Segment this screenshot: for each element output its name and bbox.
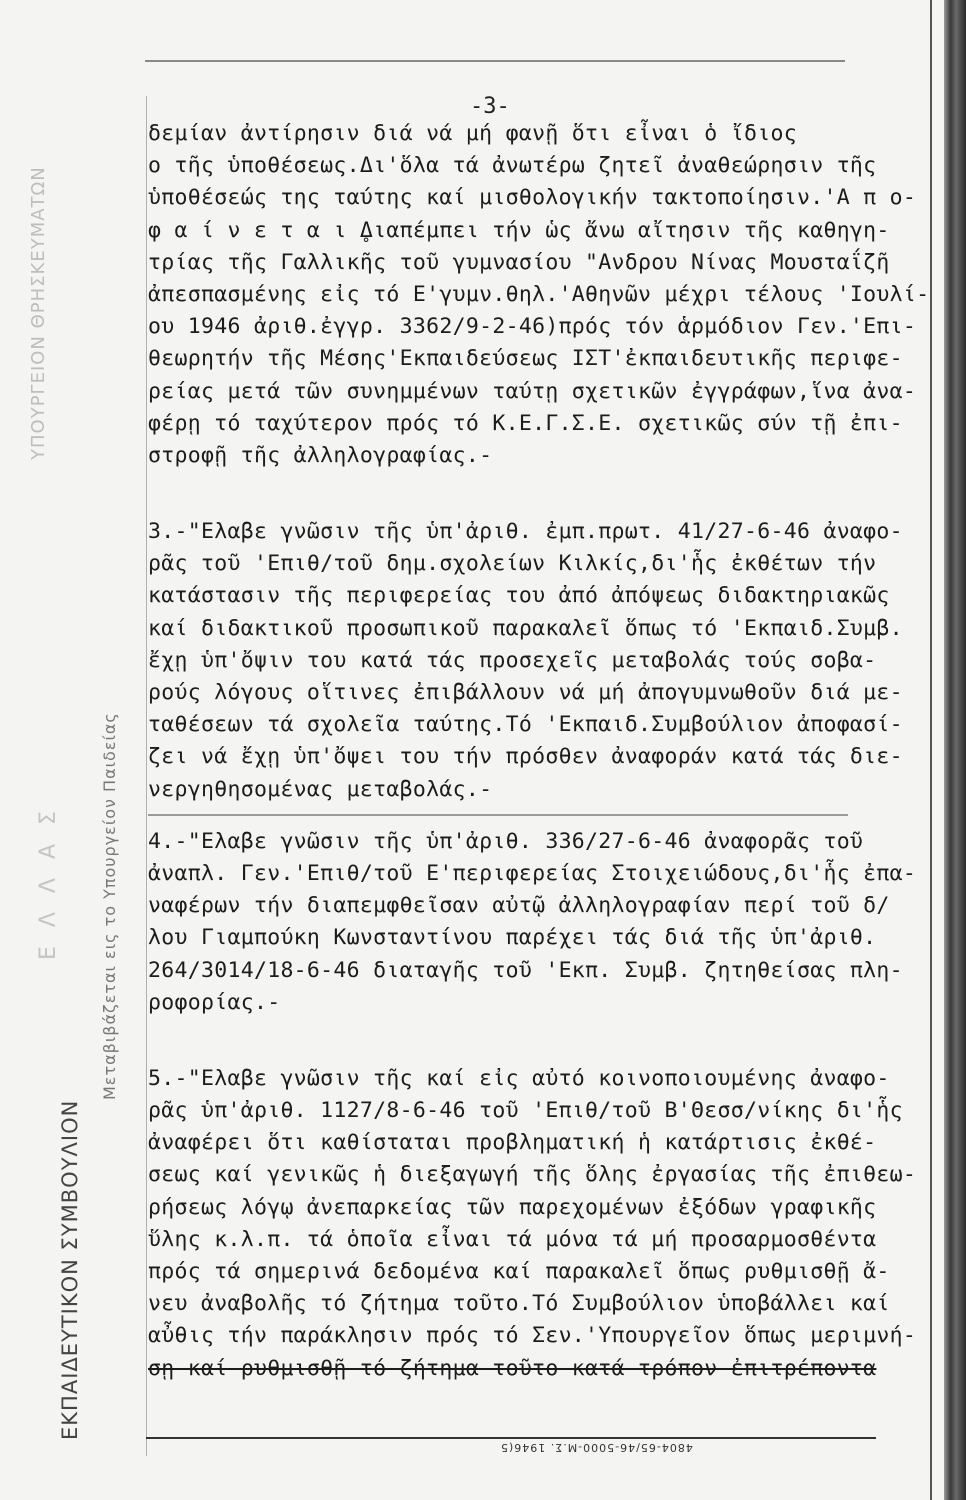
text-line: νευ ἀναβολῆς τό ζήτημα τοῦτο.Τό Συμβούλιον ὑποβάλλει καί [148,1291,890,1317]
text-line: ρᾶς τοῦ 'Επιθ/τοῦ δημ.σχολείων Κιλκίς,δι'ἧς ἐκθέτων τήν [148,551,877,577]
text-line: ἀναφέρει ὅτι καθίσταται προβληματική ἡ κατάρτισις ἐκθέ- [148,1130,877,1156]
text-line: ρᾶς ὑπ'ἀριθ. 1127/8-6-46 τοῦ 'Επιθ/τοῦ Β'Θεσσ/νίκης δι'ἧς [148,1098,903,1124]
text-line: ρήσεως λόγῳ ἀνεπαρκείας τῶν παρεχομένων ἐξόδων γραφικῆς [148,1194,877,1220]
text-line: δεμίαν ἀντίρησιν διά νά μή φανῇ ὅτι εἶναι ὁ ἴδιος [148,121,797,146]
text-line: τρίας τῆς Γαλλικῆς τοῦ γυμνασίου "Ανδρου Νίνας Μουσταΐζῆ [148,249,890,275]
text-line: ναφέρων τήν διαπεμφθεῖσαν αὐτῷ ἀλληλογραφίαν περί τοῦ δ/ [148,893,890,919]
council-margin-stamp: ΕΚΠΑΙΔΕΥΤΙΚΟΝ ΣΥΜΒΟΥΛΙΟΝ [58,1099,82,1440]
top-rule [145,60,845,62]
text-line: ὕλης κ.λ.π. τά ὁποῖα εἶναι τά μόνα τά μή προσαρμοσθέντα [148,1226,877,1252]
paragraph-gap [148,1019,938,1063]
text-line: νεργηθησομένας μεταβολάς.- [148,776,493,802]
paragraph-gap [148,472,938,516]
text-line: σεως καί γενικῶς ἡ διεξαγωγή τῆς ὅλης ἐργασίας τῆς ἐπιθεω- [148,1162,917,1188]
text-line: 5.-"Ελαβε γνῶσιν τῆς καί εἰς αὐτό κοινοποιουμένης ἀναφο- [148,1065,890,1091]
text-line: αὖθις τήν παράκλησιν πρός τό Σεν.'Υπουργεῖον ὅπως μεριμνή- [148,1323,917,1349]
printer-imprint: 4804-65/46-5000-Μ.Σ. 1946(5 [500,1441,693,1454]
separator-rule [148,814,848,816]
ministry-margin-stamp: Μεταβιβάζεται εις το Υπουργείον Παιδείας [100,712,119,1100]
page-number: -3- [470,94,510,119]
text-line: λου Γιαμπούκη Κωνσταντίνου παρέχει τάς διά τῆς ὑπ'ἀριθ. [148,925,877,951]
text-line: καί διδακτικοῦ προσωπικοῦ παρακαλεῖ ὅπως τό 'Εκπαιδ.Συμβ. [148,615,903,641]
text-line: ὑποθέσεώς της ταύτης καί μισθολογικήν τακτοποίησιν.'Α π ο- [148,185,917,211]
text-line: στροφῇ τῆς ἀλληλογραφίας.- [148,442,493,468]
faint-margin-stamp-2: Ε Λ Λ Α Σ [36,805,61,960]
text-line: ἀναπλ. Γεν.'Επιθ/τοῦ Ε'περιφερείας Στοιχειώδους,δι'ἧς ἐπα- [148,860,917,886]
text-line: ρούς λόγους οἵτινες ἐπιβάλλουν νά μή ἀπογυμνωθοῦν διά με- [148,680,903,705]
text-line: ου 1946 ἀριθ.ἐγγρ. 3362/9-2-46)πρός τόν ἁρμόδιον Γεν.'Επι- [148,314,917,340]
paragraph-5 [148,1063,938,1385]
text-line: 4.-"Ελαβε γνῶσιν τῆς ὑπ'ἀριθ. 336/27-6-46 ἀναφορᾶς τοῦ [148,828,864,854]
text-line: ζει νά ἔχῃ ὑπ'ὄψει του τήν πρόσθεν ἀναφοράν κατά τάς διε- [148,744,903,770]
text-line: κατάστασιν τῆς περιφερείας του ἀπό ἀπόψεως διδακτηριακῶς [148,583,890,609]
text-line: θεωρητήν τῆς Μέσης'Εκπαιδεύσεως ΙΣΤ'ἐκπαιδευτικῆς περιφε- [148,346,903,372]
text-line: 264/3014/18-6-46 διαταγῆς τοῦ 'Εκπ. Συμβ. ζητηθείσας πλη- [148,957,903,983]
text-line: φ α ί ν ε τ α ι ̥Διαπέμπει τήν ὡς ἄνω αἴτησιν τῆς καθηγη- [148,217,890,243]
text-line: πρός τά σημερινά δεδομένα καί παρακαλεῖ ὅπως ρυθμισθῇ ἄ- [148,1259,890,1284]
text-line: ροφορίας.- [148,989,281,1015]
struck-text-line: σῃ καί ρυθμισθῇ τό ζήτημα τοῦτο κατά τρόπον ἐπιτρέποντα [148,1355,877,1381]
faint-margin-stamp: ΥΠΟΥΡΓΕΙΟΝ ΘΡΗΣΚΕΥΜΑΤΩΝ [28,166,49,460]
typed-body [148,118,938,1385]
text-line: ρείας μετά τῶν συνημμένων ταύτῃ σχετικῶν ἐγγράφων,ἵνα ἀνα- [148,378,917,404]
scan-edge [944,0,966,1500]
text-line: ἀπεσπασμένης εἰς τό Ε'γυμν.θηλ.'Αθηνῶν μέχρι τέλους 'Ιουλί- [148,281,930,307]
paragraph-3 [148,516,938,806]
text-line: φέρῃ τό ταχύτερον πρός τό Κ.Ε.Γ.Σ.Ε. σχετικῶς σύν τῇ ἐπι- [148,410,903,436]
paragraph-4 [148,826,938,1019]
text-line: ἔχῃ ὑπ'ὄψιν του κατά τάς προσεχεῖς μεταβολάς τούς σοβα- [148,647,877,673]
text-line: 3.-"Ελαβε γνῶσιν τῆς ὑπ'ἀριθ. ἐμπ.πρωτ. 41/27-6-46 ἀναφο- [148,519,903,545]
paragraph-continuation [148,118,938,472]
margin-rule [146,96,147,1456]
bottom-rule [146,1437,876,1439]
text-line: ο τῆς ὑποθέσεως.Δι'ὅλα τά ἀνωτέρω ζητεῖ ἀναθεώρησιν τῆς [148,153,877,179]
text-line: ταθέσεων τά σχολεῖα ταύτης.Τό 'Εκπαιδ.Συμβούλιον ἀποφασί- [148,712,903,738]
